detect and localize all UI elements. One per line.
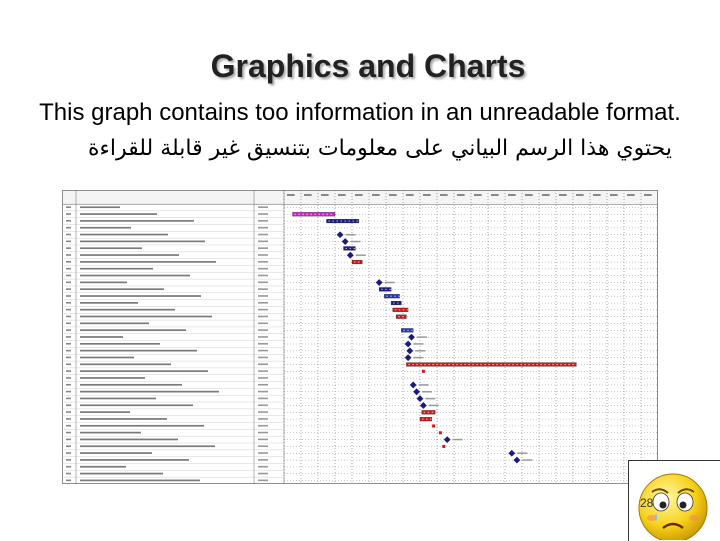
gantt-dot bbox=[439, 431, 442, 434]
arabic-subtitle: يحتوي هذا الرسم البياني على معلومات بتنسيق غير قابلة للقراءة bbox=[88, 136, 672, 161]
gantt-dot bbox=[422, 370, 425, 373]
gantt-task-bar bbox=[406, 363, 576, 367]
gantt-dot bbox=[442, 445, 445, 448]
gantt-task-bar bbox=[391, 301, 401, 305]
gantt-chart-image bbox=[62, 190, 658, 484]
subtitle: This graph contains too information in an unreadable format. bbox=[39, 99, 681, 126]
gantt-task-bar bbox=[396, 315, 406, 319]
page-number: 28 bbox=[640, 496, 654, 510]
slide-title: Graphics and Charts bbox=[210, 48, 526, 84]
gantt-dot bbox=[432, 424, 435, 427]
gantt-task-bar bbox=[352, 260, 362, 264]
